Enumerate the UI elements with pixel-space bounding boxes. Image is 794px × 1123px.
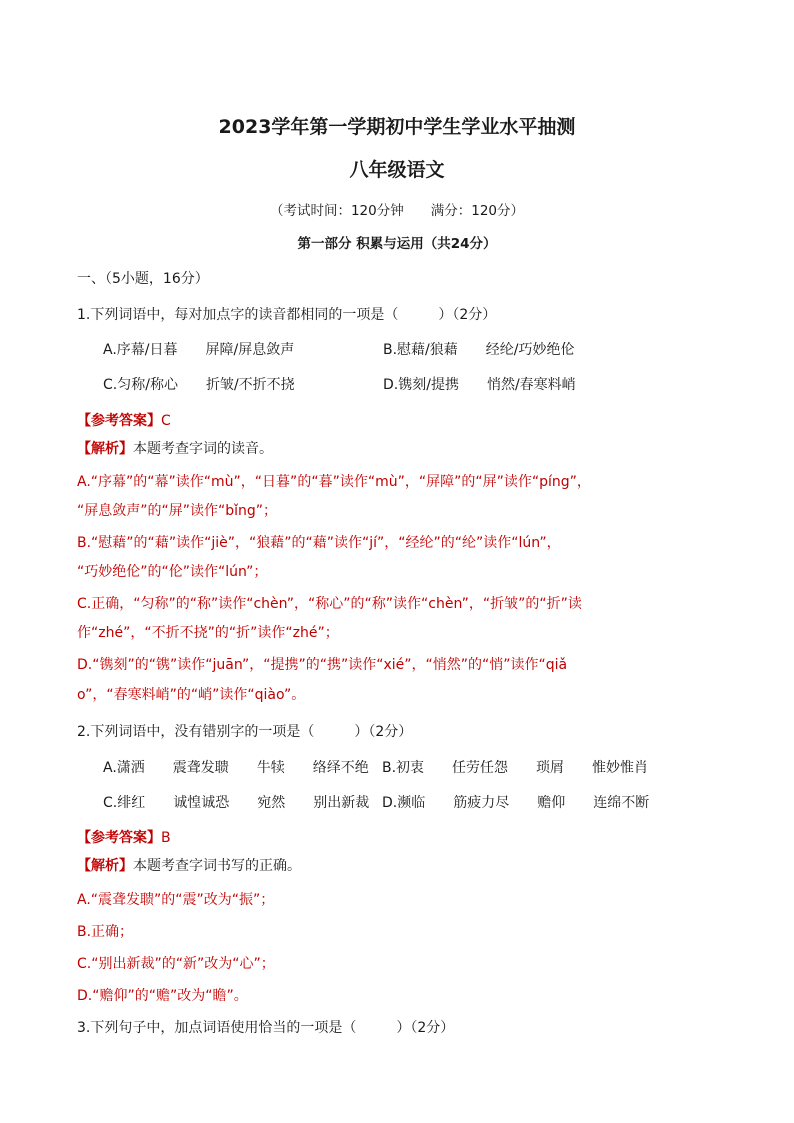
q2-stem-before: 2.下列词语中，没有错别字的一项是（: [77, 724, 315, 740]
q3-stem-before: 3.下列句子中，加点词语使用恰当的一项是（: [77, 1020, 357, 1036]
q1-analysis-tag: 【解析】: [77, 441, 133, 457]
q3-stem: [77, 1017, 454, 1037]
part-title: 第一部分 积累与运用（共24分）: [297, 236, 497, 252]
q1-explain-a-1: A.“序幕”的“幕”读作“mù”，“日暮”的“暮”读作“mù”，“屏障”的“屏”读作“píng”，: [77, 474, 591, 490]
q1-answer-tag: 【参考答案】: [77, 413, 161, 429]
q2-analysis: [77, 855, 301, 875]
q2-analysis-text: 本题考查字词书写的正确。: [133, 858, 301, 874]
q1-answer: [77, 410, 171, 430]
q1-analysis-text: 本题考查字词的读音。: [133, 441, 273, 457]
q1-explain-a-2: “屏息敛声”的“屏”读作“bǐng”；: [77, 503, 278, 519]
q2-explain-a: A.“震聋发聩”的“震”改为“振”；: [77, 892, 275, 908]
q2-answer: [77, 827, 171, 847]
q2-answer-value: B: [161, 830, 171, 846]
q2-explain-b: B.正确；: [77, 924, 134, 940]
q1-explain-b-1: B.“慰藉”的“藉”读作“jiè”，“狼藉”的“藉”读作“jí”，“经纶”的“纶”读作“lún”，: [77, 535, 561, 551]
q2-option-c: C.绯红 诚惶诚恐 宛然 别出新裁: [103, 795, 370, 811]
q2-answer-tag: 【参考答案】: [77, 830, 161, 846]
q1-explain-d-1: D.“镌刻”的“镌”读作“juān”，“提携”的“携”读作“xié”，“悄然”的“悄”读作“qiǎ: [77, 657, 568, 673]
q2-stem-after: ）（2分）: [354, 724, 413, 740]
q2-explain-d: D.“赡仰”的“赡”改为“瞻”。: [77, 988, 248, 1004]
q1-option-d: D.镌刻/提携 悄然/春寒料峭: [383, 377, 576, 393]
q1-option-c: C.匀称/称心 折皱/不折不挠: [103, 377, 295, 393]
q2-option-a: A.潇洒 震聋发聩 牛犊 络绎不绝: [103, 760, 369, 776]
q1-stem-before: 1.下列词语中，每对加点字的读音都相同的一项是（: [77, 307, 399, 323]
q2-option-d: D.濒临 筋疲力尽 赡仰 连绵不断: [382, 795, 650, 811]
q1-explain-b-2: “巧妙绝伦”的“伦”读作“lún”；: [77, 564, 268, 580]
q1-stem-after: ）（2分）: [438, 307, 497, 323]
q1-stem: [77, 304, 496, 324]
q2-analysis-tag: 【解析】: [77, 858, 133, 874]
exam-subject: 八年级语文: [349, 159, 445, 181]
q1-explain-c-2: 作“zhé”，“不折不挠”的“折”读作“zhé”；: [77, 625, 339, 641]
q1-explain-c-1: C.正确，“匀称”的“称”读作“chèn”，“称心”的“称”读作“chèn”，“折皱”的“折”读: [77, 596, 582, 612]
q1-analysis: [77, 438, 273, 458]
q2-stem: [77, 721, 412, 741]
q2-option-b: B.初衷 任劳任怨 琐屑 惟妙惟肖: [382, 760, 649, 776]
q1-option-a: A.序幕/日暮 屏障/屏息敛声: [103, 342, 295, 358]
exam-title: 2023学年第一学期初中学生学业水平抽测: [218, 116, 576, 138]
exam-info: （考试时间：120分钟 满分：120分）: [269, 203, 525, 219]
section-heading: 一、（5小题，16分）: [77, 271, 209, 287]
q2-explain-c: C.“别出新裁”的“新”改为“心”；: [77, 956, 275, 972]
q3-stem-after: ）（2分）: [396, 1020, 455, 1036]
q1-explain-d-2: o”，“春寒料峭”的“峭”读作“qiào”。: [77, 687, 306, 703]
q1-option-b: B.慰藉/狼藉 经纶/巧妙绝伦: [383, 342, 575, 358]
q1-answer-value: C: [161, 413, 171, 429]
